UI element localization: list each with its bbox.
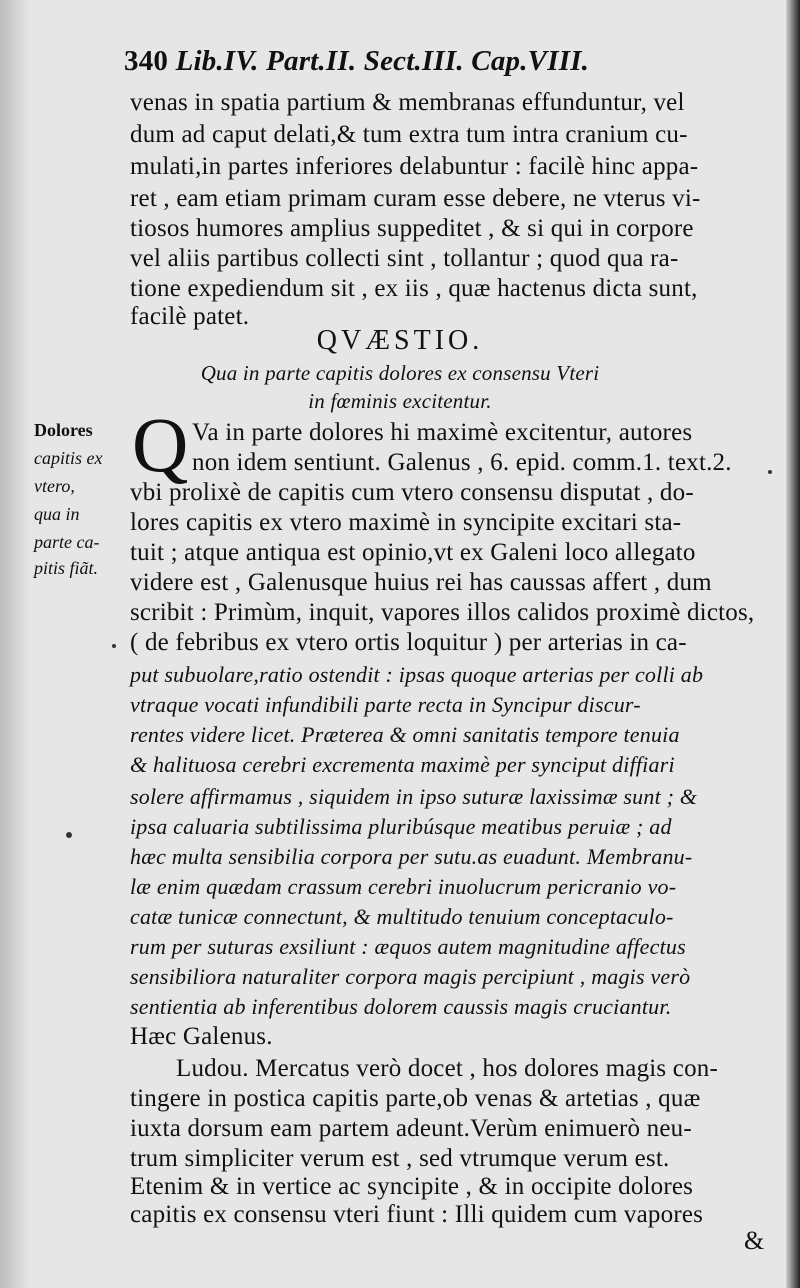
section-subtitle: Qua in parte capitis dolores ex consensu Vteri bbox=[200, 361, 600, 385]
margin-note-line: capitis ex bbox=[34, 448, 103, 468]
text-line: Hæc Galenus. bbox=[130, 1023, 273, 1050]
catchword: & bbox=[744, 1226, 765, 1255]
text-line: vel aliis partibus collecti sint , tollantur ; quod qua ra- bbox=[130, 245, 679, 272]
page-number: 340 bbox=[124, 45, 169, 77]
quote-line: rum per suturas exsiliunt : æquos autem magnitudine affectus bbox=[130, 934, 686, 959]
quote-line: hæc multa sensibilia corpora per sutu.as euadunt. Membranu- bbox=[130, 844, 693, 869]
drop-cap: Q bbox=[132, 401, 189, 488]
text-line: dum ad caput delati,& tum extra tum intra cranium cu- bbox=[130, 121, 688, 148]
text-line: tione expediendum sit , ex iis , quæ hactenus dicta sunt, bbox=[130, 275, 698, 302]
section-heading: QVÆSTIO. bbox=[316, 325, 484, 356]
running-title: Lib.IV. Part.II. Sect.III. Cap.VIII. bbox=[175, 45, 590, 77]
section-subtitle: in fœminis excitentur. bbox=[308, 389, 492, 413]
quote-line: læ enim quædam crassum cerebri inuolucrum pericranio vo- bbox=[130, 874, 677, 899]
text-line: ( de febribus ex vtero ortis loquitur ) per arterias in ca- bbox=[130, 629, 687, 656]
text-line: non idem sentiunt. Galenus , 6. epid. comm.1. text.2. bbox=[192, 449, 732, 476]
ink-speck bbox=[66, 832, 72, 838]
text-line: scribit : Primùm, inquit, vapores illos calidos proximè dictos, bbox=[130, 599, 755, 626]
quote-line: sentientia ab inferentibus dolorem caussis magis cruciantur. bbox=[130, 994, 672, 1019]
text-line: Ludou. Mercatus verò docet , hos dolores magis con- bbox=[176, 1055, 719, 1082]
text-line: tiosos humores amplius suppeditet , & si qui in corpore bbox=[130, 215, 694, 242]
text-line: facilè patet. bbox=[130, 303, 250, 330]
quote-line: & halituosa cerebri excrementa maximè per synciput diffiari bbox=[130, 752, 675, 777]
text-line: mulati,in partes inferiores delabuntur : facilè hinc appa- bbox=[130, 153, 699, 180]
text-line: ret , eam etiam primam curam esse debere, ne vterus vi- bbox=[130, 185, 701, 212]
quote-line: vtraque vocati infundibili parte recta in Syncipur discur- bbox=[130, 692, 641, 717]
quote-line: put subuolare,ratio ostendit : ipsas quoque arterias per colli ab bbox=[130, 662, 704, 687]
margin-note-line: vtero, bbox=[34, 476, 75, 496]
text-line: venas in spatia partium & membranas effunduntur, vel bbox=[130, 89, 685, 116]
margin-note-line: Dolores bbox=[34, 420, 93, 440]
page-gutter-shadow bbox=[0, 0, 30, 1288]
quote-line: rentes videre licet. Præterea & omni sanitatis tempore tenuia bbox=[130, 722, 680, 747]
margin-note-line: parte ca- bbox=[34, 532, 100, 552]
ink-speck bbox=[112, 644, 116, 648]
text-line: tingere in postica capitis parte,ob venas & artetias , quæ bbox=[130, 1085, 701, 1112]
text-line: Va in parte dolores hi maximè excitentur, autores bbox=[192, 419, 693, 446]
margin-note-line: pitis fiãt. bbox=[34, 558, 99, 578]
text-line: trum simpliciter verum est , sed vtrumque verum est. bbox=[130, 1145, 670, 1172]
quote-line: solere affirmamus , siquidem in ipso suturæ laxissimæ sunt ; & bbox=[130, 784, 698, 809]
quote-line: catæ tunicæ connectunt, & multitudo tenuium conceptaculo- bbox=[130, 904, 674, 929]
text-line: Etenim & in vertice ac syncipite , & in occipite dolores bbox=[130, 1173, 694, 1200]
page-edge bbox=[786, 0, 800, 1288]
text-line: lores capitis ex vtero maximè in syncipite excitari sta- bbox=[130, 509, 682, 536]
text-line: videre est , Galenusque huius rei has caussas affert , dum bbox=[130, 569, 712, 596]
running-header bbox=[124, 46, 764, 76]
text-line: vbi prolixè de capitis cum vtero consensu disputat , do- bbox=[130, 479, 694, 506]
ink-speck bbox=[768, 470, 772, 474]
text-line: iuxta dorsum eam partem adeunt.Verùm enimuerò neu- bbox=[130, 1115, 692, 1142]
margin-note-line: qua in bbox=[34, 504, 80, 524]
text-line: capitis ex consensu vteri fiunt : Illi quidem cum vapores bbox=[130, 1201, 704, 1228]
text-line: tuit ; atque antiqua est opinio,vt ex Galeni loco allegato bbox=[130, 539, 696, 566]
quote-line: ipsa caluaria subtilissima pluribúsque meatibus peruiæ ; ad bbox=[130, 814, 672, 839]
quote-line: sensibiliora naturaliter corpora magis percipiunt , magis verò bbox=[130, 964, 691, 989]
